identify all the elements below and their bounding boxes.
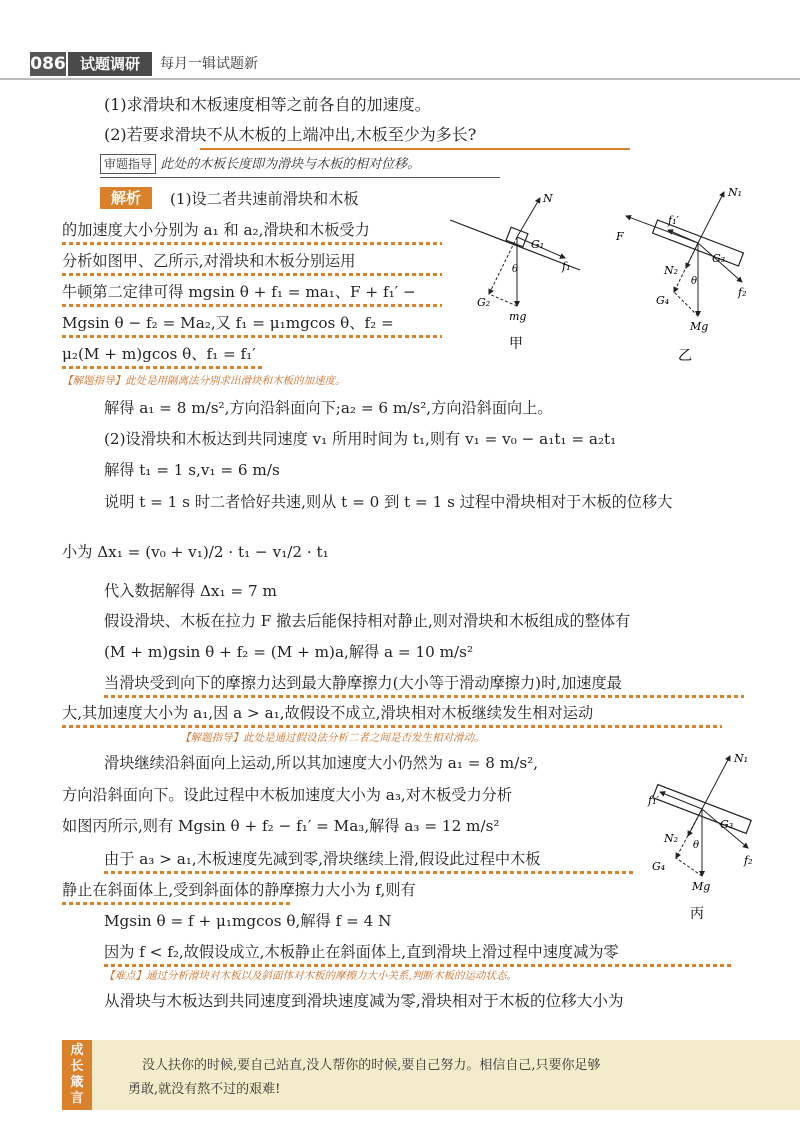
sol-line-0: (1)设二者共速前滑块和木板: [170, 190, 359, 208]
bing-label-N2: N₂: [664, 832, 679, 845]
yi-label-N1: N₁: [728, 186, 743, 199]
sol2-line-9: 大,其加速度大小为 a₁,因 a > a₁,故假设不成立,滑块相对木板继续发生相对运动: [62, 704, 594, 722]
sol-underline-1: [62, 242, 442, 245]
sol2-line-3: 说明 t = 1 s 时二者恰好共速,则从 t = 0 到 t = 1 s 过程中滑块相对于木板的位移大: [104, 493, 673, 511]
sol3-line-3: 由于 a₃ > a₁,木板速度先减到零,滑块继续上滑,假设此过程中木板: [104, 850, 541, 868]
page-number: 086: [30, 54, 66, 74]
note-3: 【难点】通过分析滑块对木板以及斜面体对木板的摩擦力大小关系,判断木板的运动状态。: [104, 970, 517, 982]
bing-label-N1: N₁: [734, 752, 749, 765]
yi-label-G3: G₃: [712, 252, 726, 265]
question-2: (2)若要求滑块不从木板的上端冲出,木板至少为多长?: [104, 125, 477, 144]
bing-label-G4: G₄: [652, 860, 666, 873]
bing-label-Mg: Mg: [692, 880, 711, 893]
page-header: [0, 46, 800, 80]
bing-label-G3: G₃: [720, 818, 734, 831]
footer-line-0: 没人扶你的时候,要自己站直,没人帮你的时候,要自己努力。相信自己,只要你足够: [142, 1058, 601, 1073]
sol3-line-2: 如图丙所示,则有 Mgsin θ + f₂ − f₁′ = Ma₃,解得 a₃ = 12 m/s²: [62, 817, 500, 835]
review-tip-tag: 审题指导: [100, 154, 156, 174]
sol2-underline-2: [62, 725, 722, 728]
yi-label-theta: θ: [691, 276, 698, 287]
sol2-line-8: 当滑块受到向下的摩擦力达到最大静摩擦力(大小等于滑动摩擦力)时,加速度最: [104, 674, 622, 692]
figure-jia: [445, 188, 585, 358]
yi-label-Mg: Mg: [690, 320, 709, 333]
jia-label-mg: mg: [509, 310, 527, 323]
yi-label-f2: f₂: [738, 286, 747, 299]
footer-tag: [62, 1040, 92, 1110]
sol-underline-2: [62, 273, 442, 276]
footer-line-1: 勇敢,就没有熬不过的艰难!: [128, 1082, 281, 1097]
jia-label-f1: f₁: [562, 260, 571, 273]
header-rule: [0, 78, 800, 80]
review-tip-underline: [100, 177, 500, 178]
sol2-line-1: (2)设滑块和木板达到共同速度 v₁ 所用时间为 t₁,则有 v₁ = v₀ − a₁t₁ = a₂t₁: [104, 430, 617, 448]
sol2-line-0: 解得 a₁ = 8 m/s²,方向沿斜面向下;a₂ = 6 m/s²,方向沿斜面向上。: [104, 399, 553, 417]
sol-line-3: 牛顿第二定律可得 mgsin θ + f₁ = ma₁、F + f₁′ −: [62, 283, 416, 301]
review-tip: [100, 154, 420, 176]
figure-jia-caption: 甲: [509, 336, 523, 352]
sol-line-4: Mgsin θ − f₂ = Ma₂,又 f₁ = μ₁mgcos θ、f₂ =: [62, 314, 394, 332]
section-label: 试题调研: [68, 52, 152, 76]
sol-underline-5: [62, 366, 262, 369]
bing-label-f1p: f₁′: [648, 794, 659, 807]
sol2-line-5: 代入数据解得 Δx₁ = 7 m: [104, 582, 277, 600]
sol2-line-4: 小为 Δx₁ = (v₀ + v₁)/2 · t₁ − v₁/2 · t₁: [62, 543, 329, 561]
bing-label-theta: θ: [693, 840, 700, 851]
question-1: (1)求滑块和木板速度相等之前各自的加速度。: [104, 95, 431, 114]
sol-underline-4: [62, 335, 442, 338]
figure-yi-caption: 乙: [678, 348, 692, 364]
sol2-underline-1: [104, 695, 744, 698]
figure-bing-caption: 丙: [690, 906, 704, 922]
sol-underline-3: [62, 304, 442, 307]
sol-line-5: μ₂(M + m)gcos θ、f₁ = f₁′: [62, 345, 256, 363]
yi-label-G4: G₄: [656, 294, 670, 307]
sol2-line-7: (M + m)gsin θ + f₂ = (M + m)a,解得 a = 10 m/s²: [104, 643, 474, 661]
sol3-underline-2: [62, 902, 292, 905]
bing-label-f2: f₂: [744, 854, 753, 867]
figure-bing: [630, 748, 780, 928]
footer-box: [62, 1040, 800, 1110]
sol3-line-0: 滑块继续沿斜面向上运动,所以其加速度大小仍然为 a₁ = 8 m/s²,: [104, 754, 539, 772]
sol3-line-5: Mgsin θ = f + μ₁mgcos θ,解得 f = 4 N: [104, 912, 392, 930]
jia-label-theta: θ: [512, 264, 519, 275]
sol2-line-6: 假设滑块、木板在拉力 F 撤去后能保持相对静止,则对滑块和木板组成的整体有: [104, 612, 631, 630]
yi-label-F: F: [616, 230, 624, 243]
jia-label-N: N: [543, 192, 553, 205]
jia-label-G2: G₂: [477, 296, 491, 309]
solution-tag: 解析: [100, 187, 152, 209]
sol3-underline-1: [104, 871, 634, 874]
sol3-line-4: 静止在斜面体上,受到斜面体的静摩擦力大小为 f,则有: [62, 881, 416, 899]
sol2-line-2: 解得 t₁ = 1 s,v₁ = 6 m/s: [104, 461, 280, 479]
sol3-line-1: 方向沿斜面向下。设此过程中木板加速度大小为 a₃,对木板受力分析: [62, 786, 513, 804]
sol3-underline-3: [104, 964, 734, 967]
note-1: 【解题指导】此处是用隔离法分别求出滑块和木板的加速度。: [62, 375, 346, 387]
figure-yi: [612, 180, 762, 370]
question-2-underline: [200, 148, 630, 150]
header-subtitle: 每月一辑试题新: [160, 56, 258, 72]
yi-label-f1p: f₁′: [668, 214, 679, 227]
last-line: 从滑块与木板达到共同速度到滑块速度减为零,滑块相对于木板的位移大小为: [104, 992, 624, 1010]
footer-tag-text: 成长箴言: [70, 1043, 84, 1106]
yi-label-N2: N₂: [664, 264, 679, 277]
note-2: 【解题指导】此处是通过假设法分析二者之间是否发生相对滑动。: [180, 732, 485, 744]
jia-label-G1: G₁: [531, 238, 545, 251]
sol3-line-6: 因为 f < f₂,故假设成立,木板静止在斜面体上,直到滑块上滑过程中速度减为零: [104, 943, 619, 961]
sol-line-2: 分析如图甲、乙所示,对滑块和木板分别运用: [62, 252, 356, 270]
review-tip-text: 此处的木板长度即为滑块与木板的相对位移。: [160, 157, 421, 172]
sol-line-1: 的加速度大小分别为 a₁ 和 a₂,滑块和木板受力: [62, 221, 370, 239]
